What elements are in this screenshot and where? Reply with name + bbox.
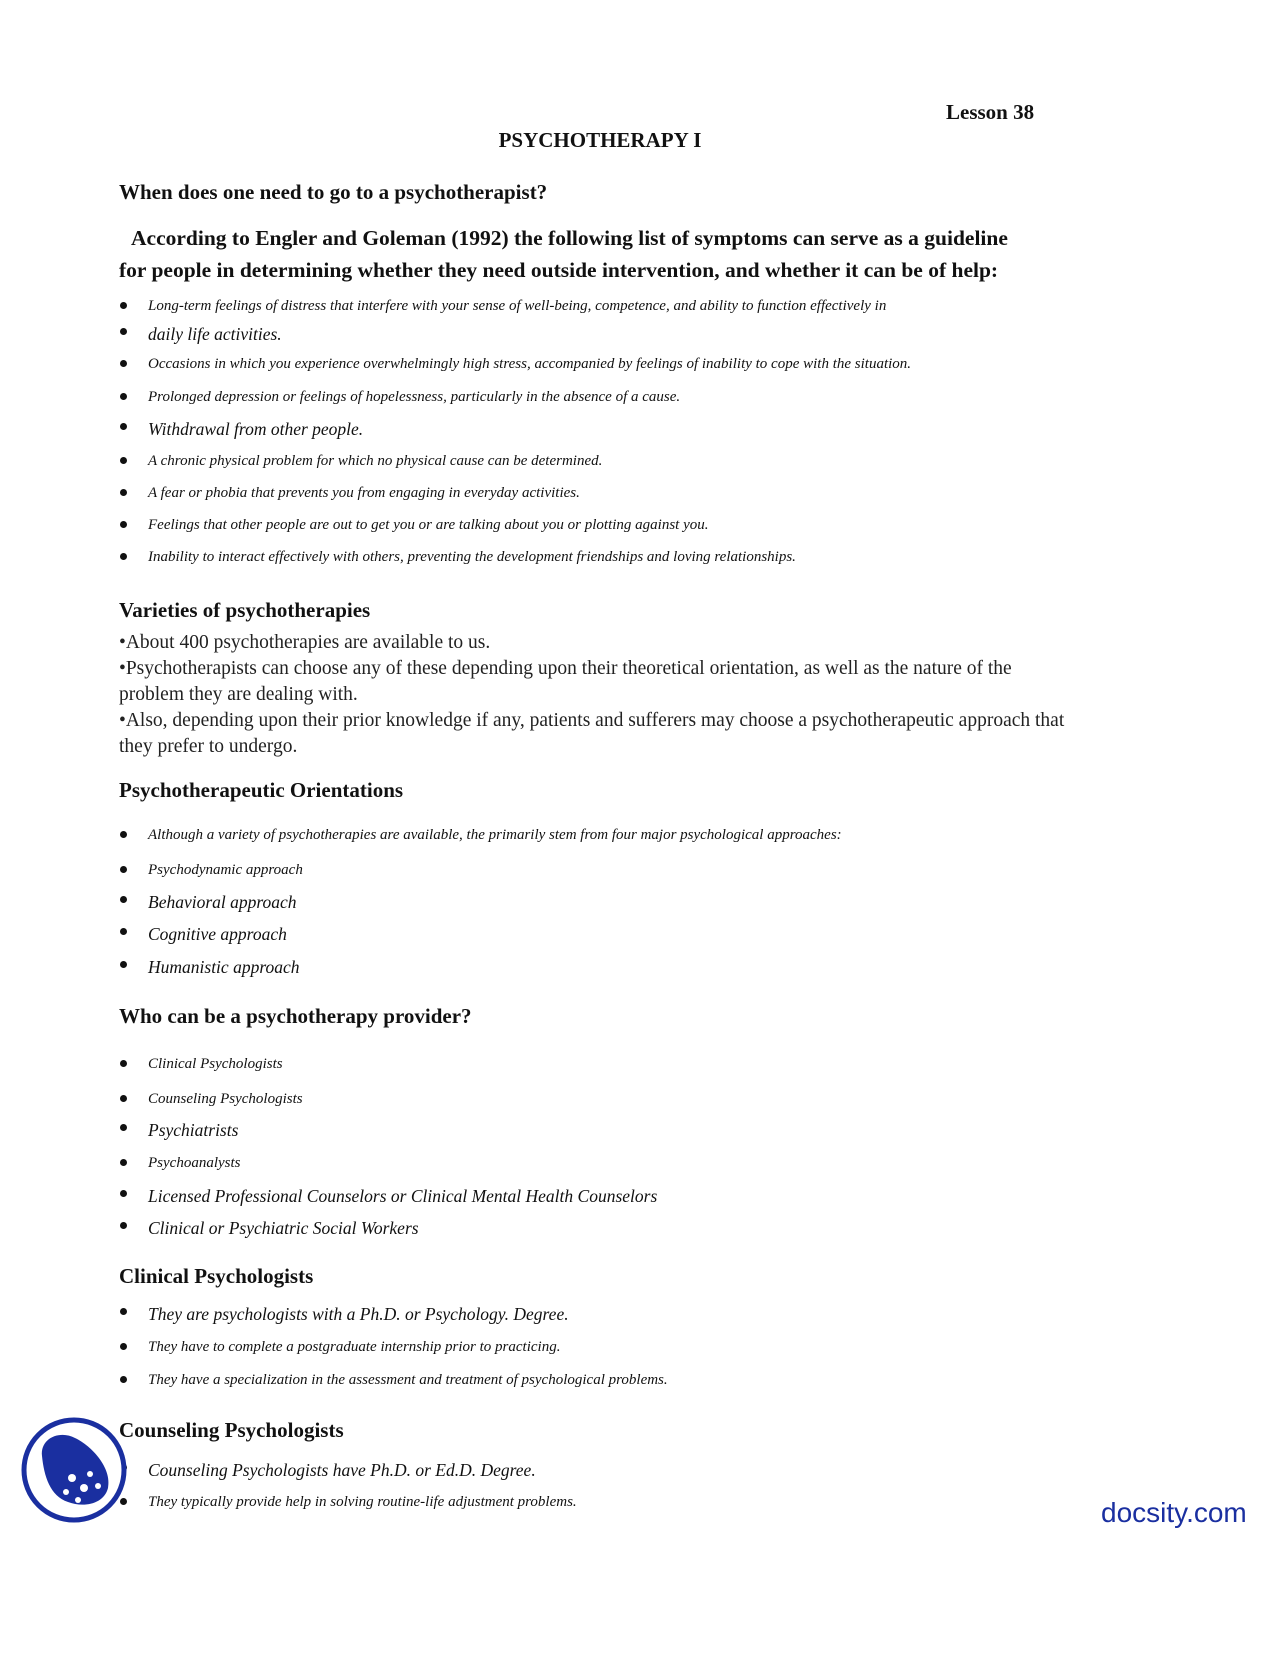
list-item: Although a variety of psychotherapies are available, the primarily stem from four major psychological approaches: [148,827,842,843]
intro-line-1: According to Engler and Goleman (1992) the following list of symptoms can serve as a guideline [131,226,1008,250]
varieties-point-3: •Also, depending upon their prior knowledge if any, patients and sufferers may choose a psychotherapeutic approach that they prefer to undergo. [119,710,1065,757]
list-item: They have a specialization in the assessment and treatment of psychological problems. [148,1372,668,1388]
page-title: PSYCHOTHERAPY I [498,128,702,152]
intro-line-2: for people in determining whether they need outside intervention, and whether it can be of help: [119,258,999,282]
providers-heading: Who can be a psychotherapy provider? [119,1004,472,1028]
varieties-point-1: •About 400 psychotherapies are available to us. [119,632,491,653]
clinical-heading: Clinical Psychologists [119,1264,314,1288]
list-item: Counseling Psychologists [148,1091,303,1107]
list-item: Prolonged depression or feelings of hopelessness, particularly in the absence of a cause. [148,389,681,405]
list-item: Long-term feelings of distress that interfere with your sense of well-being, competence, and ability to function effectively in [148,298,887,314]
varieties-paragraphs [119,630,1079,760]
list-item: Counseling Psychologists have Ph.D. or Ed.D. Degree. [148,1460,536,1480]
intro-paragraph [119,222,1079,286]
list-item: Inability to interact effectively with others, preventing the development friendships and loving relationships. [148,549,796,565]
list-item: They typically provide help in solving routine-life adjustment problems. [148,1494,577,1510]
varieties-point-2: •Psychotherapists can choose any of these depending upon their theoretical orientation, as well as the nature of the problem they are dealing with. [119,658,1012,705]
lesson-label: Lesson 38 [946,100,1035,124]
docsity-logo-icon [20,1416,128,1524]
list-item: They have to complete a postgraduate internship prior to practicing. [148,1339,561,1355]
list-item: Psychoanalysts [148,1155,241,1171]
list-item: Feelings that other people are out to get you or are talking about you or plotting against you. [148,517,709,533]
list-item: A chronic physical problem for which no physical cause can be determined. [148,453,603,469]
list-item: Occasions in which you experience overwhelmingly high stress, accompanied by feelings of inability to cope with the situation. [148,356,912,372]
list-item: Licensed Professional Counselors or Clinical Mental Health Counselors [148,1186,658,1206]
list-item: Humanistic approach [148,957,300,977]
list-item-continuation: daily life activities. [148,324,282,344]
varieties-heading: Varieties of psychotherapies [119,598,371,622]
list-item: Cognitive approach [148,924,287,944]
list-item: Clinical or Psychiatric Social Workers [148,1218,419,1238]
question-heading: When does one need to go to a psychotherapist? [119,180,548,204]
list-item: A fear or phobia that prevents you from engaging in everyday activities. [148,485,580,501]
list-item: Withdrawal from other people. [148,419,364,439]
orientations-heading: Psychotherapeutic Orientations [119,778,404,802]
counseling-heading: Counseling Psychologists [119,1418,344,1442]
list-item: They are psychologists with a Ph.D. or Psychology. Degree. [148,1304,569,1324]
docsity-watermark[interactable]: docsity.com [1101,1497,1247,1528]
list-item: Clinical Psychologists [148,1056,283,1072]
list-item: Behavioral approach [148,892,297,912]
list-item: Psychodynamic approach [148,862,303,878]
list-item: Psychiatrists [148,1120,239,1140]
